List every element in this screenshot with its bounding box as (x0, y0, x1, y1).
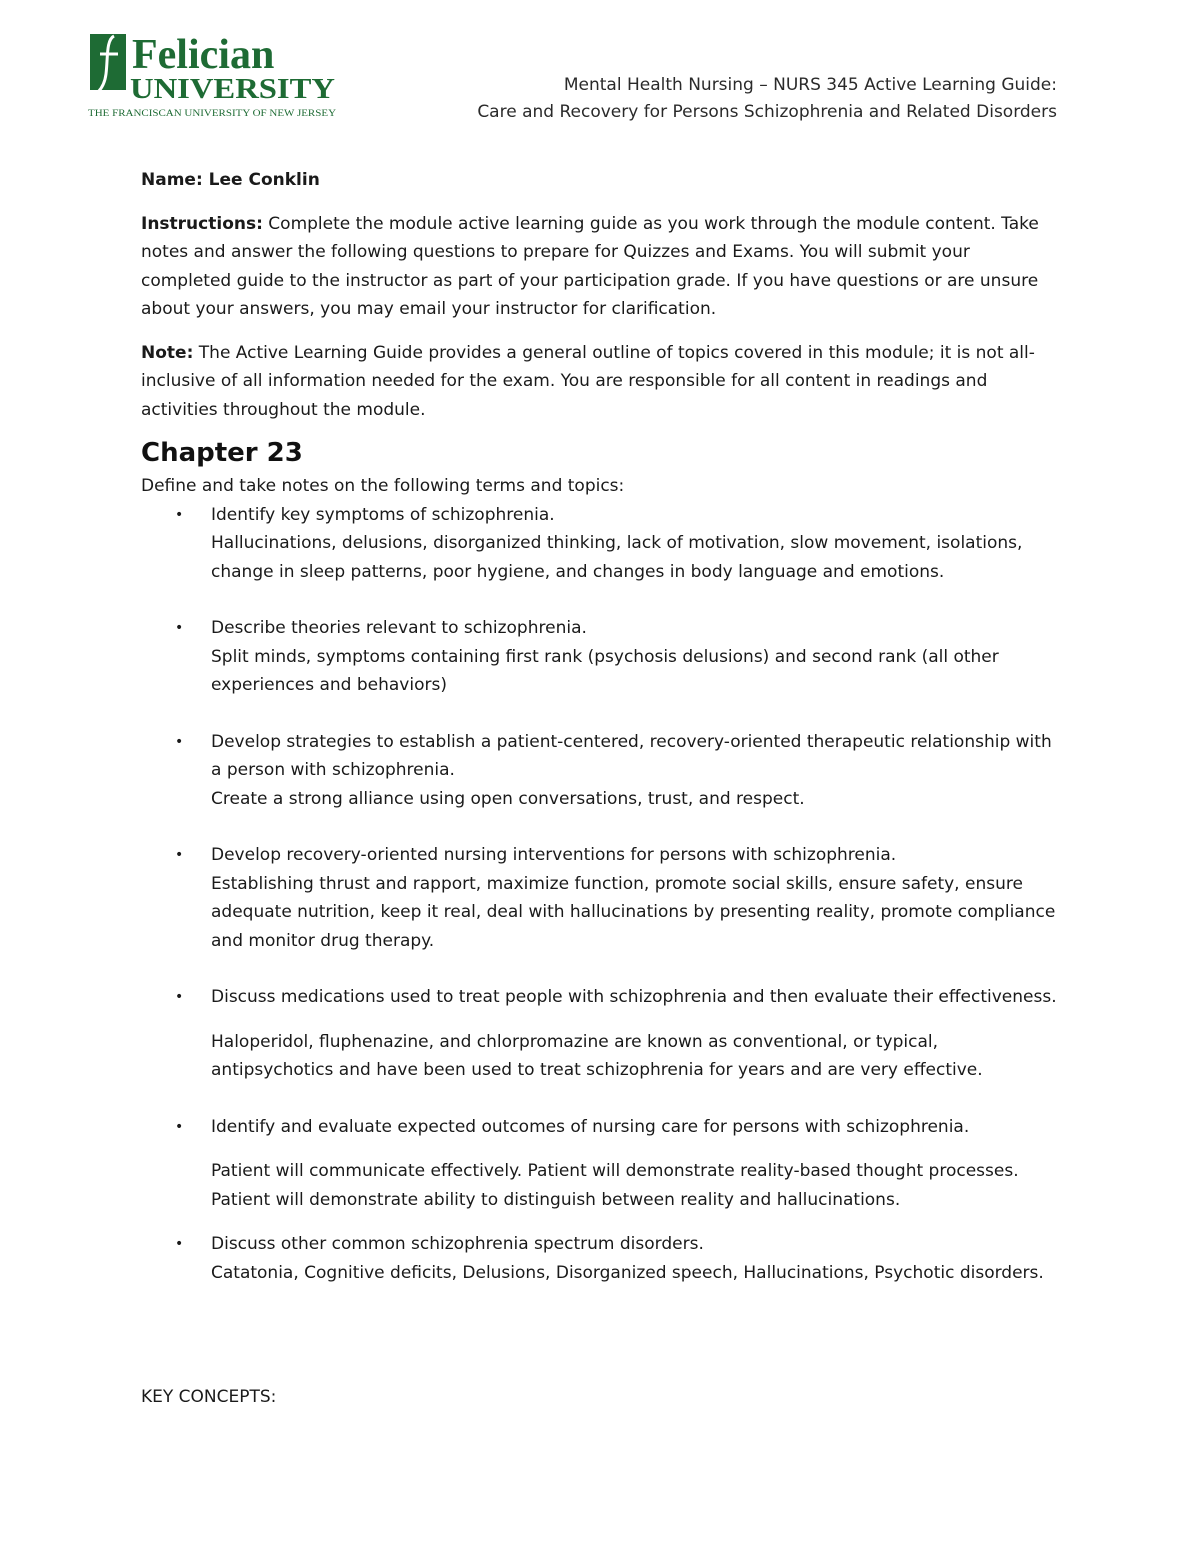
topic-prompt: Discuss other common schizophrenia spectrum disorders. (211, 1234, 704, 1254)
note-text: The Active Learning Guide provides a general outline of topics covered in this module; it is not all-inclusive of all information needed for the exam. You are responsible for all content in readings and activities throughout the module. (141, 342, 1035, 420)
topic-item (141, 841, 1061, 955)
bullet-icon: • (175, 620, 184, 636)
topic-item (141, 614, 1061, 700)
topic-prompt: Describe theories relevant to schizophrenia. (211, 618, 587, 638)
topic-prompt: Develop strategies to establish a patient-centered, recovery-oriented therapeutic relationship with a person with schizophrenia. (211, 731, 1052, 780)
document-header (477, 72, 1057, 126)
logo-word-university: UNIVERSITY (130, 74, 335, 105)
name-value: Lee Conklin (202, 170, 320, 190)
topic-prompt: Identify key symptoms of schizophrenia. (211, 504, 555, 525)
felician-f-mark-icon (88, 28, 338, 123)
instructions-paragraph (141, 210, 1061, 324)
bullet-icon: • (175, 1118, 184, 1135)
topic-item (141, 1113, 1061, 1215)
logo-word-felician: Felician (132, 32, 275, 78)
document-body (141, 166, 1061, 1287)
bullet-icon: • (175, 506, 184, 523)
topic-answer: Catatonia, Cognitive deficits, Delusions, Disorganized speech, Hallucinations, Psychotic disorders. (211, 1262, 1044, 1283)
topic-prompt: Identify and evaluate expected outcomes of nursing care for persons with schizophrenia. (211, 1116, 970, 1137)
topic-prompt: Discuss medications used to treat people with schizophrenia and then evaluate their effectiveness. (211, 987, 1057, 1007)
topic-answer: Split minds, symptoms containing first rank (psychosis delusions) and second rank (all other experiences and behaviors) (211, 646, 999, 695)
name-label: Name: (141, 170, 203, 190)
instructions-label: Instructions: (141, 213, 263, 234)
topic-answer: Haloperidol, fluphenazine, and chlorpromazine are known as conventional, or typical, antipsychotics and have been used to treat schizophrenia for years and are very effective. (211, 1031, 983, 1080)
bullet-icon: • (175, 733, 184, 750)
logo-tagline: THE FRANCISCAN UNIVERSITY OF NEW JERSEY (88, 108, 337, 119)
topic-answer: Hallucinations, delusions, disorganized thinking, lack of motivation, slow movement, isolations, change in sleep patterns, poor hygiene, and changes in body language and emotions. (211, 533, 1023, 582)
instructions-text: Complete the module active learning guide as you work through the module content. Take notes and answer the following questions to prepare for Quizzes and Exams. You will submit your completed guide to the instructor as part of your participation grade. If you have questions or are unsure about your answers, you may email your instructor for clarification. (141, 213, 1039, 319)
bullet-icon: • (175, 989, 184, 1005)
topic-answer: Establishing thrust and rapport, maximize function, promote social skills, ensure safety, ensure adequate nutrition, keep it real, deal with hallucinations by presenting reality, promote compliance and monitor drug therapy. (211, 873, 1056, 951)
bullet-icon: • (175, 847, 184, 863)
note-label: Note: (141, 342, 194, 363)
topic-item (141, 501, 1061, 587)
header-line-1: Mental Health Nursing – NURS 345 Active Learning Guide: (563, 75, 1057, 95)
header-line-2: Care and Recovery for Persons Schizophrenia and Related Disorders (477, 102, 1057, 122)
topic-item (141, 728, 1061, 814)
note-paragraph (141, 339, 1061, 425)
topic-list (141, 501, 1061, 1288)
felician-university-logo (88, 28, 338, 123)
topic-item (141, 983, 1061, 1085)
student-name (141, 166, 1061, 195)
topic-item (141, 1230, 1061, 1287)
chapter-intro: Define and take notes on the following terms and topics: (141, 476, 625, 496)
topic-answer: Create a strong alliance using open conversations, trust, and respect. (211, 788, 805, 809)
key-concepts-heading: KEY CONCEPTS: (141, 1387, 277, 1407)
topic-prompt: Develop recovery-oriented nursing interventions for persons with schizophrenia. (211, 845, 897, 865)
bullet-icon: • (175, 1236, 184, 1252)
chapter-heading: Chapter 23 (141, 438, 303, 468)
topic-answer: Patient will communicate effectively. Patient will demonstrate reality-based thought processes. Patient will demonstrate ability to distinguish between reality and hallucinations. (211, 1161, 1019, 1210)
